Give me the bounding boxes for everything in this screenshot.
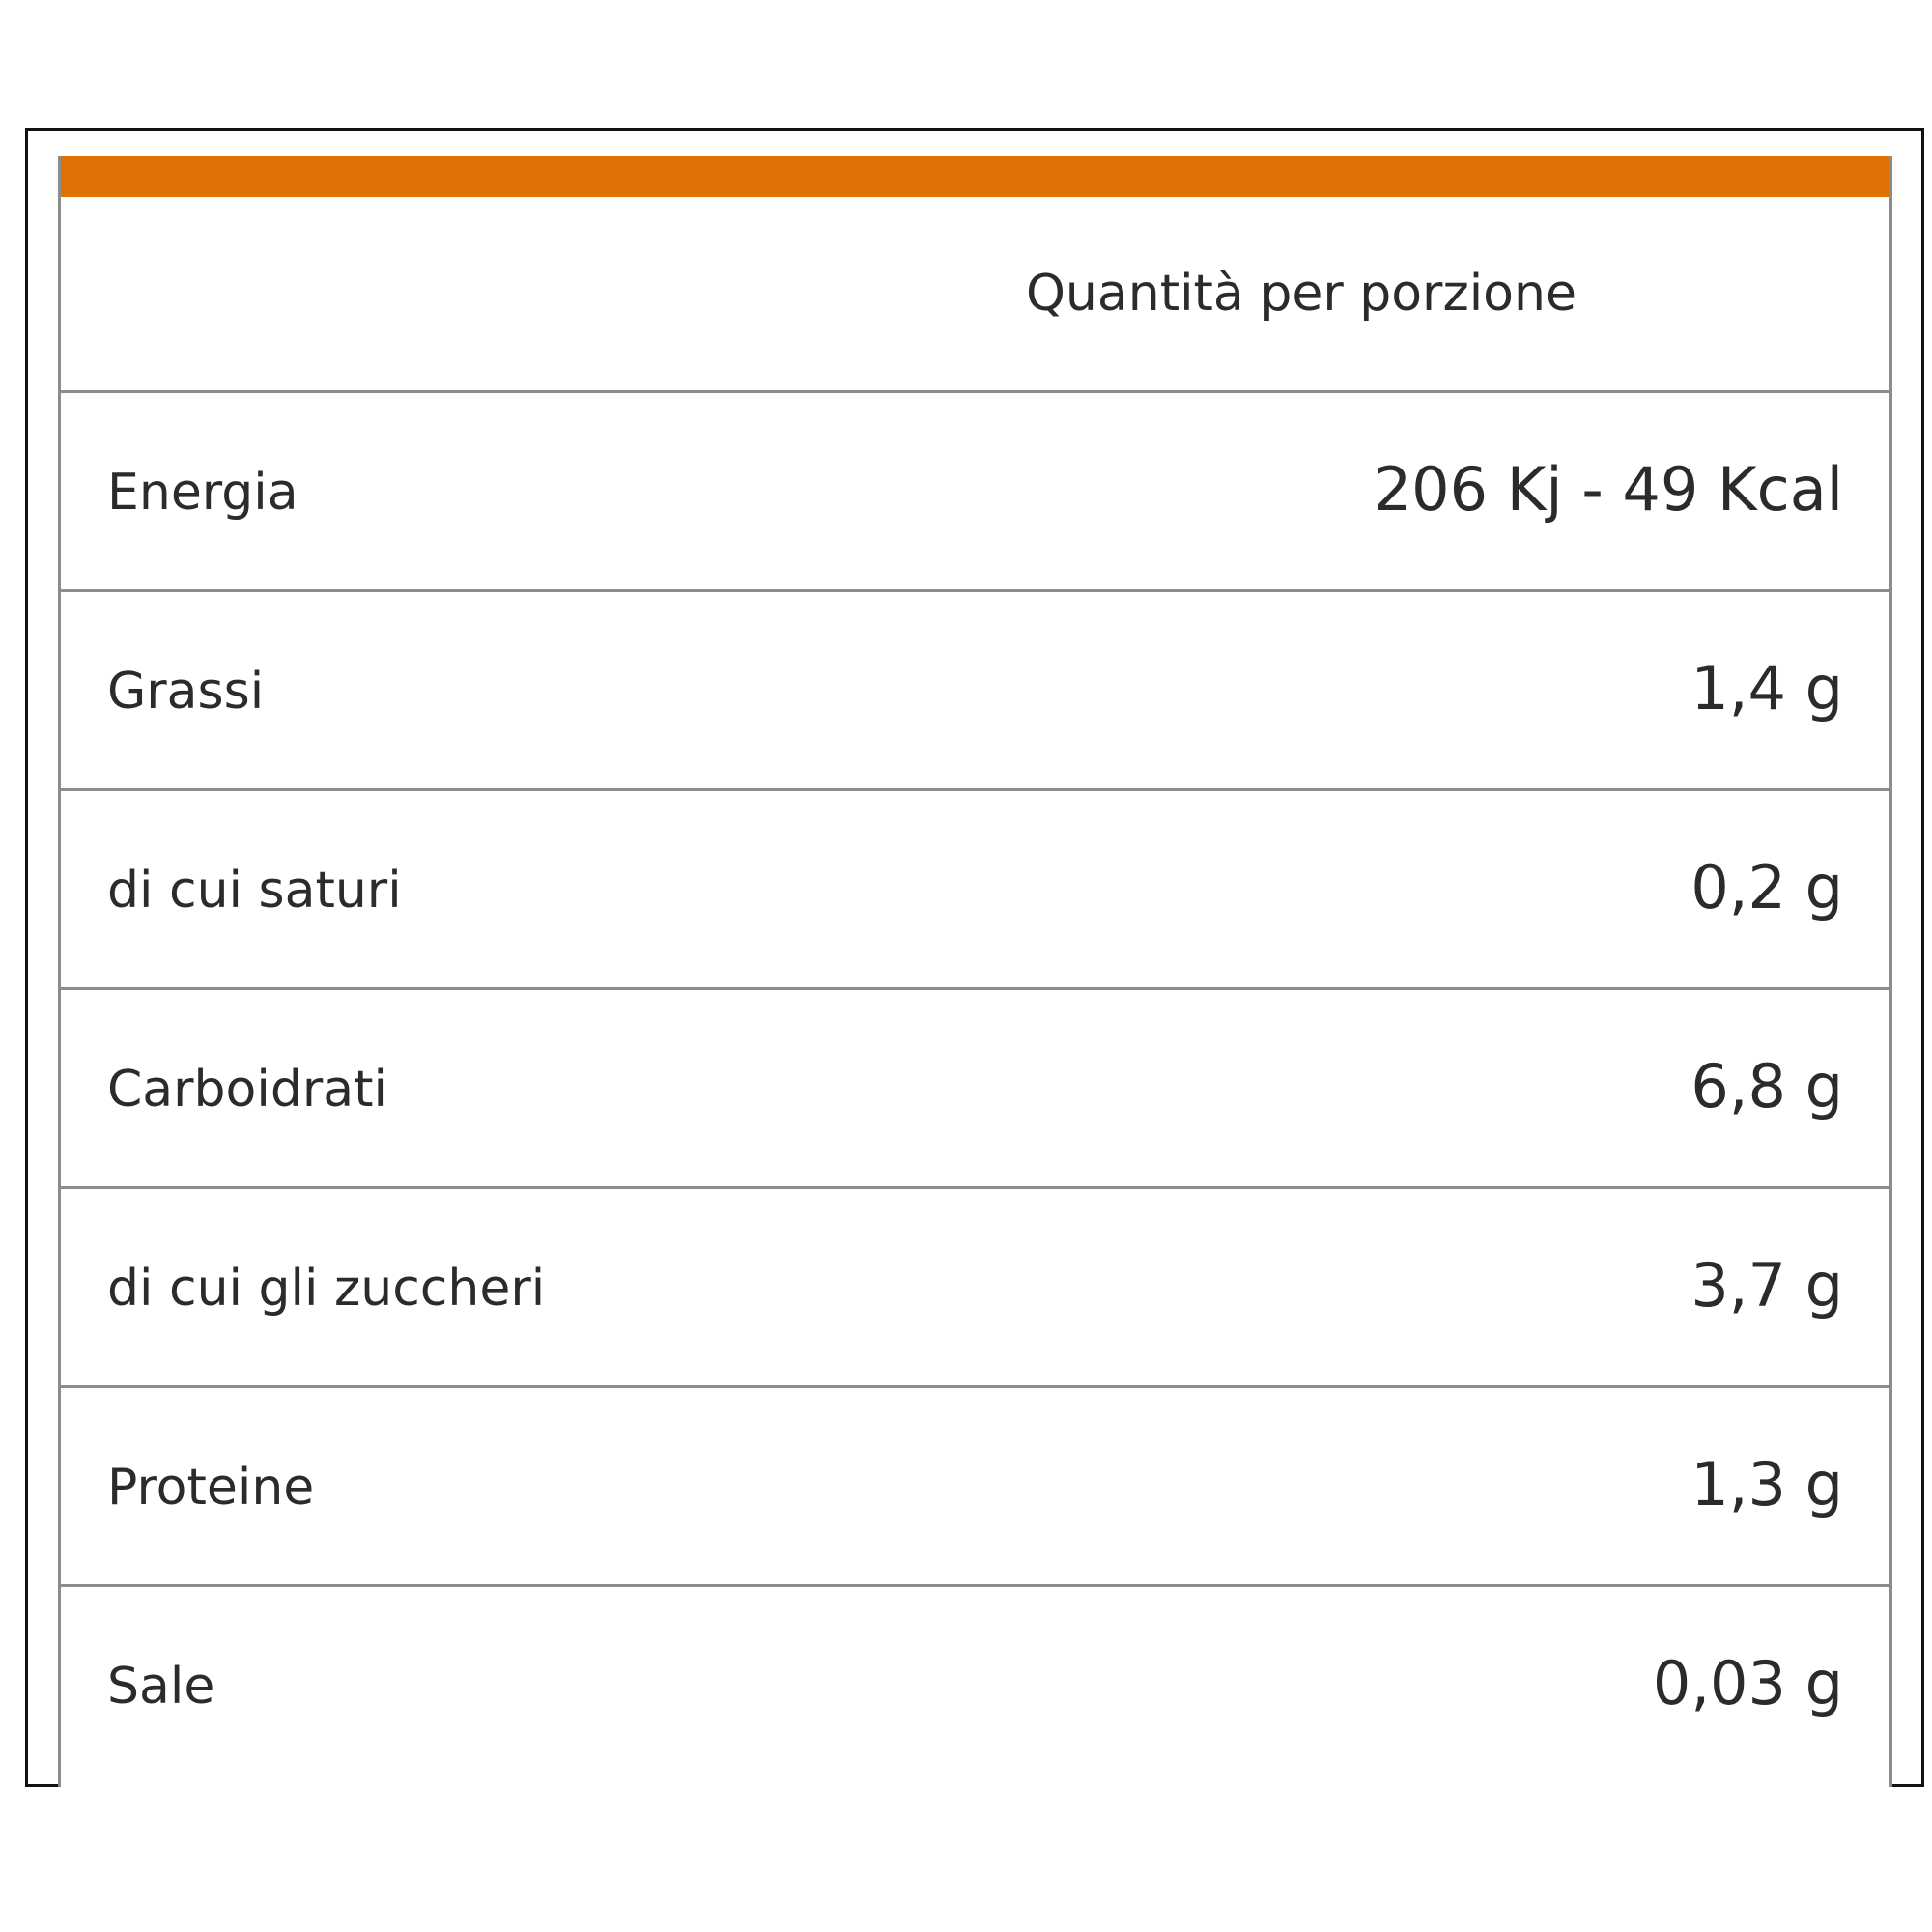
row-label: Grassi — [107, 663, 265, 721]
table-row-carboidrati — [61, 990, 1889, 1189]
accent-bar — [61, 156, 1889, 197]
column-header-quantity: Quantità per porzione — [1026, 265, 1577, 323]
row-label: di cui gli zuccheri — [107, 1260, 546, 1318]
table-row-sale — [61, 1587, 1889, 1786]
table-header-row — [61, 197, 1889, 393]
row-label: Proteine — [107, 1459, 315, 1517]
row-label: Sale — [107, 1658, 215, 1716]
row-value: 0,2 g — [1690, 852, 1843, 923]
row-label: di cui saturi — [107, 862, 402, 920]
row-value: 3,7 g — [1690, 1250, 1843, 1321]
table-row-proteine — [61, 1388, 1889, 1587]
table-row-energia — [61, 393, 1889, 592]
table-row-grassi — [61, 592, 1889, 791]
table-row-zuccheri — [61, 1189, 1889, 1388]
row-label: Energia — [107, 464, 298, 522]
table-row-saturi — [61, 791, 1889, 990]
row-value: 1,3 g — [1690, 1449, 1843, 1520]
row-value: 1,4 g — [1690, 653, 1843, 724]
row-value: 206 Kj - 49 Kcal — [1373, 454, 1843, 525]
row-value: 0,03 g — [1652, 1648, 1843, 1719]
row-value: 6,8 g — [1690, 1051, 1843, 1122]
nutrition-table — [58, 156, 1892, 1787]
row-label: Carboidrati — [107, 1061, 387, 1119]
